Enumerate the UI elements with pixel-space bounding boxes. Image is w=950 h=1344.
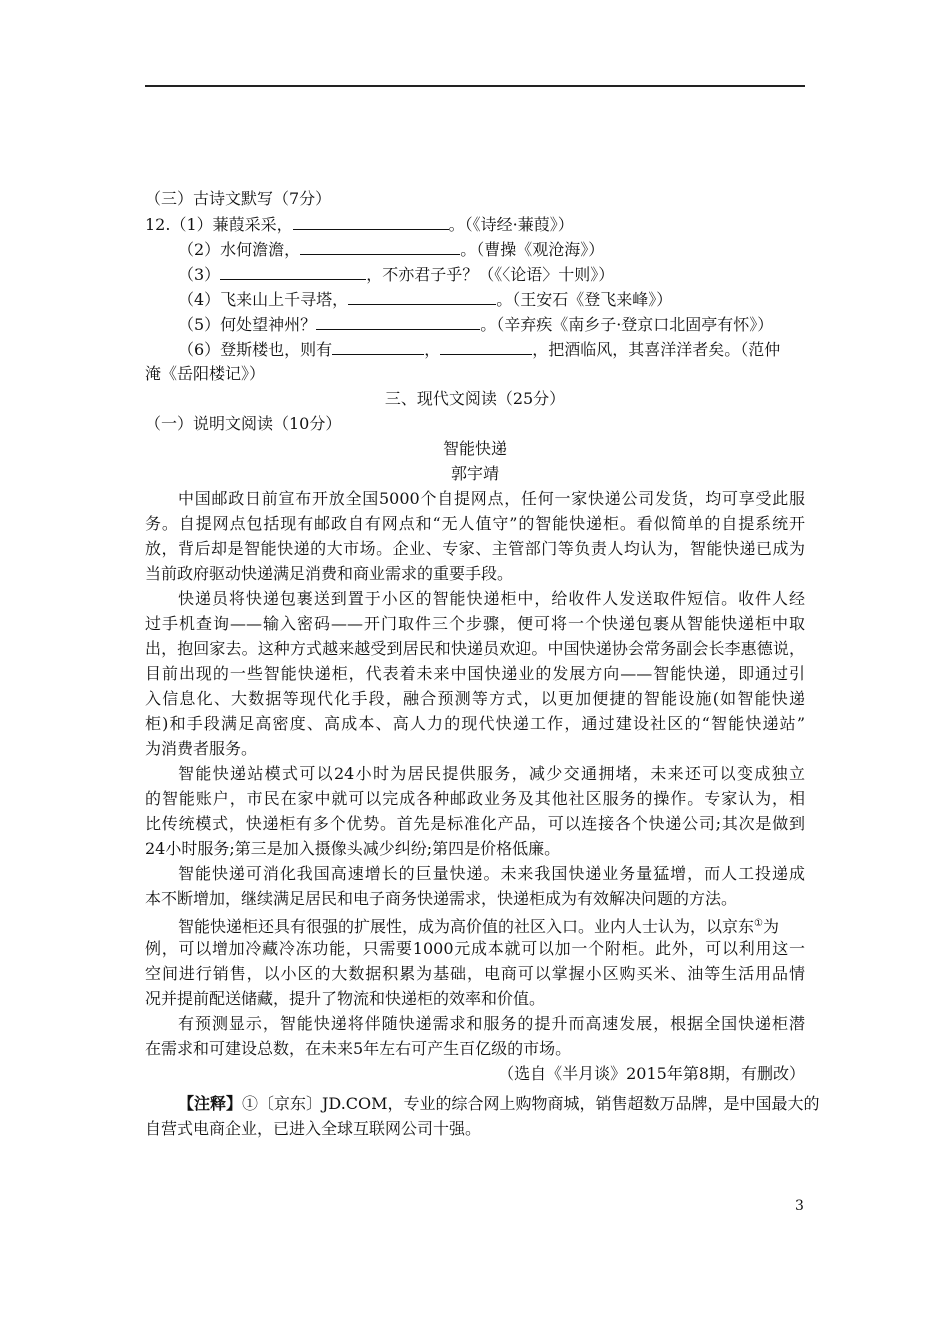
paragraph-line: 有预测显示，智能快递将伴随快递需求和服务的提升而高速发展，根据全国快递柜潜 <box>178 1014 805 1033</box>
section-heading: （三）古诗文默写（7分） <box>145 189 332 208</box>
paragraph-line: 况并提前配送储藏，提升了物流和快递柜的效率和价值。 <box>145 989 546 1008</box>
article-source: （选自《半月谈》2015年第8期，有删改） <box>498 1064 805 1083</box>
paragraph-line: 例，可以增加冷藏冷冻功能，只需要1000元成本就可以加一个附柜。此外，可以利用这一 <box>145 939 805 958</box>
paragraph-line: 柜)和手段满足高密度、高成本、高人力的现代快递工作，通过建设社区的“智能快递站” <box>145 714 805 733</box>
paragraph-line: 务。自提网点包括现有邮政自有网点和“无人值守”的智能快递柜。看似简单的自提系统开 <box>145 514 805 533</box>
question-line: （3） ，不亦君子乎？（《〈论语〉十则》） <box>178 265 615 284</box>
paragraph-line: 本不断增加，继续满足居民和电子商务快递需求，快递柜成为有效解决问题的方法。 <box>145 889 738 908</box>
question-line: （5）何处望神州？ 。（辛弃疾《南乡子·登京口北固亭有怀》） <box>178 315 774 334</box>
paragraph-line: 入信息化、大数据等现代化手段，融合预测等方式，以更加便捷的智能设施(如智能快递 <box>145 689 805 708</box>
article-author: 郭宇靖 <box>450 464 499 483</box>
part-title: 三、现代文阅读（25分） <box>384 389 566 408</box>
paragraph-line: 当前政府驱动快递满足消费和商业需求的重要手段。 <box>145 564 514 583</box>
footnote-label: 【注释】 <box>178 1094 243 1113</box>
paragraph-line: 24小时服务;第三是加入摄像头减少纠纷;第四是价格低廉。 <box>145 839 561 858</box>
paragraph-line: 在需求和可建设总数，在未来5年左右可产生百亿级的市场。 <box>145 1039 572 1058</box>
question-line: （6）登斯楼也，则有 ， ，把酒临风，其喜洋洋者矣。（范仲 <box>178 340 781 359</box>
paragraph-line: 中国邮政日前宣布开放全国5000个自提网点，任何一家快递公司发货，均可享受此服 <box>178 489 805 508</box>
header-rule <box>145 85 805 87</box>
footnote: 【注释】①〔京东〕JD.COM，专业的综合网上购物商城，销售超数万品牌，是中国最大的 <box>178 1094 820 1113</box>
answer-blank[interactable] <box>348 288 496 305</box>
subsection-heading: （一）说明文阅读（10分） <box>145 414 342 433</box>
paragraph-line: 过手机查询——输入密码——开门取件三个步骤，便可将一个快递包裹从智能快递柜中取 <box>145 614 805 633</box>
question-line: （2）水何澹澹， 。（曹操《观沧海》） <box>178 240 605 259</box>
question-line-continued: 淹《岳阳楼记》） <box>145 364 266 383</box>
question-line: 12.（1）蒹葭采采， 。（《诗经·蒹葭》） <box>145 215 574 234</box>
page-number: 3 <box>795 1198 804 1214</box>
answer-blank[interactable] <box>440 338 532 355</box>
paragraph-line: 比传统模式，快递柜有多个优势。首先是标准化产品，可以连接各个快递公司;其次是做到 <box>145 814 805 833</box>
article-title: 智能快递 <box>442 439 507 458</box>
paragraph-line: 空间进行销售，以小区的大数据积累为基础，电商可以掌握小区购买米、油等生活用品情 <box>145 964 805 983</box>
footnote-line: 自营式电商企业，已进入全球互联网公司十强。 <box>145 1119 482 1138</box>
answer-blank[interactable] <box>332 338 424 355</box>
paragraph-line: 智能快递站模式可以24小时为居民提供服务，减少交通拥堵，未来还可以变成独立 <box>178 764 805 783</box>
question-number: 12. <box>145 215 171 234</box>
answer-blank[interactable] <box>316 313 480 330</box>
paragraph-line: 为消费者服务。 <box>145 739 258 758</box>
footnote-marker[interactable]: ① <box>754 918 763 929</box>
paragraph-line: 放，背后却是智能快递的大市场。企业、专家、主管部门等负责人均认为，智能快递已成为 <box>145 539 805 558</box>
answer-blank[interactable] <box>220 263 366 280</box>
paragraph-line: 目前出现的一些智能快递柜，代表着未来中国快递业的发展方向——智能快递，即通过引 <box>145 664 805 683</box>
paragraph-line: 快递员将快递包裹送到置于小区的智能快递柜中，给收件人发送取件短信。收件人经 <box>178 589 805 608</box>
paragraph-line: 的智能账户，市民在家中就可以完成各种邮政业务及其他社区服务的操作。专家认为，相 <box>145 789 805 808</box>
answer-blank[interactable] <box>293 213 449 230</box>
paragraph-line: 智能快递柜还具有很强的扩展性，成为高价值的社区入口。业内人士认为，以京东①为 <box>178 917 779 936</box>
paragraph-line: 出，抱回家去。这种方式越来越受到居民和快递员欢迎。中国快递协会常务副会长李惠德说， <box>145 639 805 658</box>
question-line: （4）飞来山上千寻塔， 。（王安石《登飞来峰》） <box>178 290 673 309</box>
paragraph-line: 智能快递可消化我国高速增长的巨量快递。未来我国快递业务量猛增，而人工投递成 <box>178 864 805 883</box>
answer-blank[interactable] <box>300 238 460 255</box>
